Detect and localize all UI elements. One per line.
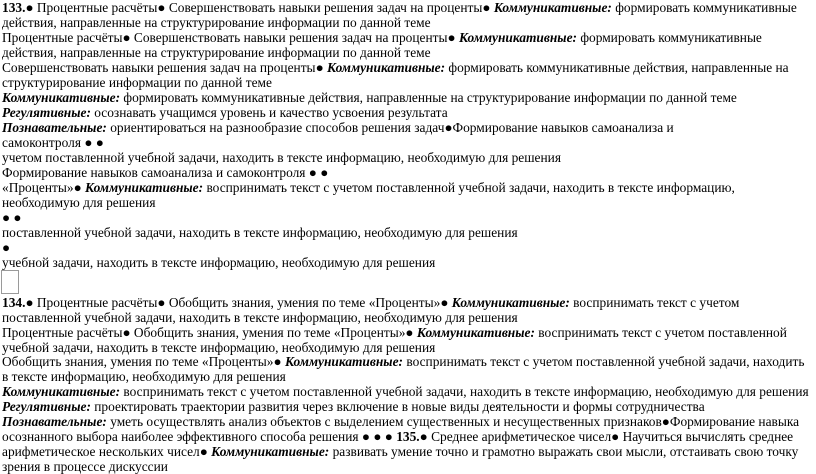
fragment-text: учебной задачи, находить в тексте информацию, необходимую для решения: [2, 255, 436, 270]
empty-frame: [1, 270, 19, 294]
lesson-topic: Процентные расчёты: [33, 0, 158, 15]
regulative-text: осознавать учащимся уровень и качество усвоения результата: [90, 105, 448, 120]
label-regulative: Регулятивные:: [2, 399, 91, 414]
bullet: ●: [315, 60, 324, 75]
text-line-fragment-4: [2, 255, 810, 270]
regulative-text: проектировать траектории развития через включение в новые виды деятельности и формы сотрудничества: [90, 399, 705, 414]
label-cognitive: Познавательные:: [2, 414, 107, 429]
bullets: ● ● ●: [358, 429, 393, 444]
communicative-text: формировать коммуникативные действия, направленные на структурирование информации по данной теме: [2, 30, 762, 60]
bullet: ●: [157, 0, 166, 15]
lesson-goal: Совершенствовать навыки решения задач на проценты: [130, 30, 448, 45]
text-block-133-cognitive: [2, 120, 702, 150]
lesson-goal: Обобщить знания, умения по теме «Проценты»: [165, 295, 441, 310]
text-block-134-title: [2, 295, 810, 325]
lesson-goal: Совершенствовать навыки решения задач на проценты: [2, 60, 316, 75]
text-block-134-communicative: [2, 384, 810, 399]
topic-text: «Проценты»: [2, 180, 74, 195]
lesson-topic: Среднее арифметическое чисел: [427, 429, 612, 444]
text-line-bullets-1: [2, 210, 810, 225]
bullet: ●: [482, 0, 491, 15]
bullets: ● ●: [305, 165, 329, 180]
label-communicative: Коммуникативные:: [451, 295, 570, 310]
communicative-text: воспринимать текст с учетом поставленной учебной задачи, находить в тексте информацию, необходимую для решения: [120, 384, 809, 399]
text-block-133-repeat-2: [2, 60, 810, 90]
text-block-134-regulative: [2, 399, 810, 414]
text-block-134-repeat-1: [2, 325, 810, 355]
bullet: ●: [447, 30, 456, 45]
label-communicative: Коммуникативные:: [458, 30, 577, 45]
bullet: ●: [157, 295, 166, 310]
fragment-text: учетом поставленной учебной задачи, находить в тексте информацию, необходимую для решения: [2, 150, 561, 165]
text-block-133-communicative: [2, 90, 810, 105]
lesson-goal: Обобщить знания, умения по теме «Проценты»: [130, 325, 406, 340]
label-communicative: Коммуникативные:: [85, 180, 204, 195]
label-regulative: Регулятивные:: [2, 105, 91, 120]
label-communicative: Коммуникативные:: [327, 60, 446, 75]
bullet: ●: [73, 180, 82, 195]
bullet: ●: [661, 414, 670, 429]
lesson-topic: Процентные расчёты: [33, 295, 158, 310]
text-line-fragment-2: [2, 165, 810, 180]
lesson-goal: Обобщить знания, умения по теме «Проценты»: [2, 354, 274, 369]
lesson-number-135: 135.: [392, 429, 420, 444]
bullet: ●: [273, 354, 282, 369]
bullets: ● ●: [80, 135, 104, 150]
lesson-goal: Совершенствовать навыки решения задач на проценты: [165, 0, 483, 15]
bullet: ●: [122, 325, 131, 340]
bullet: ●: [25, 295, 34, 310]
communicative-text: формировать коммуникативные действия, направленные на структурирование информации по данной теме: [120, 90, 737, 105]
label-communicative: Коммуникативные:: [2, 90, 121, 105]
bullet: ●: [199, 444, 208, 459]
text-block-134-cognitive: [2, 414, 810, 474]
communicative-text: воспринимать текст с учетом поставленной учебной задачи, находить в тексте информацию, необходимую для решения: [2, 180, 735, 210]
text-block-133-regulative: [2, 105, 810, 120]
bullet: ●: [419, 429, 428, 444]
skill-text: Формирование навыка осознанного выбора наиболее эффективного способа решения: [2, 414, 800, 444]
text-line-fragment-1: [2, 150, 810, 165]
communicative-text: формировать коммуникативные действия, направленные на структурирование информации по данной теме: [2, 60, 789, 90]
skill-text: Формирование навыков самоанализа и самоконтроля: [2, 120, 674, 150]
lesson-number-133: 133.: [2, 0, 26, 15]
bullet: ●: [405, 325, 414, 340]
text-block-134-repeat-2: [2, 354, 810, 384]
bullet: ●: [444, 120, 453, 135]
bullets: ● ●: [2, 210, 22, 225]
label-communicative: Коммуникативные:: [211, 444, 330, 459]
label-communicative: Коммуникативные:: [2, 384, 121, 399]
text-line-bullets-2: [2, 240, 810, 255]
lesson-topic: Процентные расчёты: [2, 325, 123, 340]
communicative-text: воспринимать текст с учетом поставленной учебной задачи, находить в тексте информацию, необходимую для решения: [2, 325, 787, 355]
text-line-fragment-3: [2, 225, 810, 240]
cognitive-text: уметь осуществлять анализ объектов с выделением существенных и несущественных признаков: [106, 414, 662, 429]
bullet: ●: [25, 0, 34, 15]
text-block-133-title: [2, 0, 810, 30]
communicative-text: воспринимать текст с учетом поставленной учебной задачи, находить в тексте информацию, необходимую для решения: [2, 354, 805, 384]
skill-text: Формирование навыков самоанализа и самоконтроля: [2, 165, 306, 180]
communicative-text: формировать коммуникативные действия, направленные на структурирование информации по данной теме: [2, 0, 797, 30]
text-block-133-repeat-1: [2, 30, 810, 60]
bullet: ●: [611, 429, 620, 444]
bullets: ●: [2, 240, 11, 255]
lesson-topic: Процентные расчёты: [2, 30, 123, 45]
communicative-text: развивать умение точно и грамотно выражать свои мысли, отстаивать свою точку зрения в процессе дискуссии: [2, 444, 799, 474]
label-communicative: Коммуникативные:: [493, 0, 612, 15]
label-cognitive: Познавательные:: [2, 120, 107, 135]
lesson-goal: Научиться вычислять среднее арифметическое нескольких чисел: [2, 429, 794, 459]
text-block-percent-communicative: [2, 180, 810, 210]
lesson-number-134: 134.: [2, 295, 26, 310]
communicative-text: воспринимать текст с учетом поставленной учебной задачи, находить в тексте информацию, необходимую для решения: [2, 295, 740, 325]
cognitive-text: ориентироваться на разнообразие способов решения задач: [106, 120, 445, 135]
bullet: ●: [440, 295, 449, 310]
bullet: ●: [122, 30, 131, 45]
label-communicative: Коммуникативные:: [284, 354, 403, 369]
fragment-text: поставленной учебной задачи, находить в тексте информацию, необходимую для решения: [2, 225, 518, 240]
label-communicative: Коммуникативные:: [416, 325, 535, 340]
